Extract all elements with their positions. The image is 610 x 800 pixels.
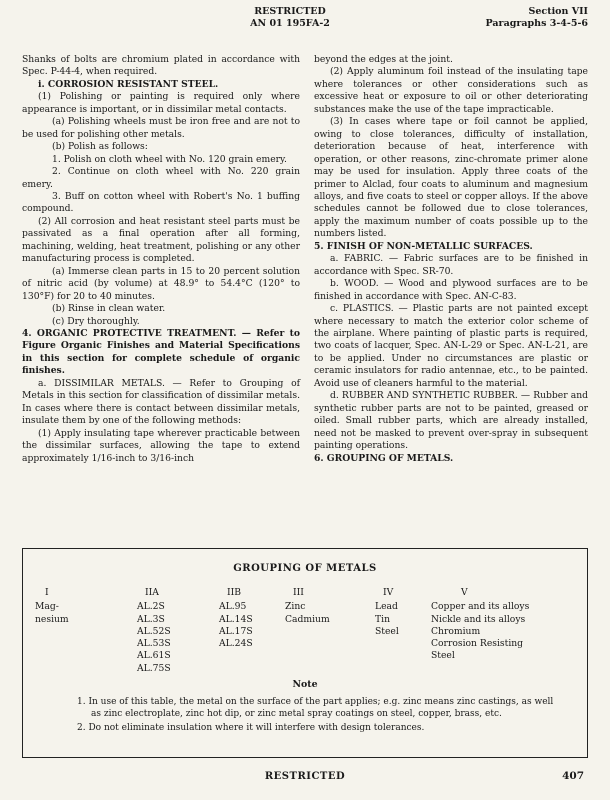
page-number: 407 [562,770,584,782]
paragraph: c. PLASTICS. — Plastic parts are not painted except where necessary to match the exterior color scheme of the airplane. Where painting of plastic parts is required, two coats of lacquer, Spec. AN-L-29 or Spec. AN-L-21, are to be applied. Under no circumstances are plastic or ceramic insulators for radio antennae, etc., to be painted. Avoid use of cleaners harmful to the material. [314,303,588,389]
footer-classification: RESTRICTED [264,771,346,782]
note-item: 2. Do not eliminate insulation where it will interfere with design tolerances. [77,723,425,733]
header-classification: RESTRICTED [254,6,326,17]
table-cell: AL.24S [219,638,253,650]
table-column-iia [137,587,197,675]
table-column-v [431,587,581,663]
column-header: IIA [145,587,159,598]
paragraph: beyond the edges at the joint. [314,54,453,65]
notes-list [77,696,557,736]
table-cell: Steel [375,625,399,637]
paragraph: 3. Buff on cotton wheel with Robert's No. 1 buffing compound. [22,190,300,215]
header-doc-number: AN 01 195FA-2 [250,18,330,29]
paragraph: a. FABRIC. — Fabric surfaces are to be finished in accordance with Spec. SR-70. [314,253,588,277]
paragraph: (b) Rinse in clean water. [52,303,166,315]
section-heading: 6. GROUPING OF METALS. [314,452,454,464]
table-title: GROUPING OF METALS [233,563,377,574]
paragraph: b. WOOD. — Wood and plywood surfaces are to be finished in accordance with Spec. AN-C-83. [314,278,588,302]
paragraph: (1) Polishing or painting is required only where appearance is important, or in dissimilar metal contacts. [22,91,300,115]
column-header: IV [383,587,394,598]
paragraph: 1. Polish on cloth wheel with No. 120 grain emery. [52,153,287,165]
column-header: I [45,587,49,598]
table-cell: Mag- [35,601,59,613]
paragraph: a. DISSIMILAR METALS. — Refer to Grouping of Metals in this section for classification of dissimilar metals. In cases where there is contact between dissimilar metals, insulate them by one of the following methods: [22,377,300,427]
table-cell: AL.61S [137,650,171,662]
table-cell: AL.3S [137,613,165,625]
table-cell: Corrosion Resisting [431,638,524,650]
table-column-iii [285,587,355,626]
paragraph: (2) Apply aluminum foil instead of the insulating tape where tolerances or other considerations such as excessive heat or exposure to oil or other deteriorating substances make the use of the tape impracticable. [314,66,588,115]
column-header: IIB [227,587,242,598]
paragraph: 2. Continue on cloth wheel with No. 220 grain emery. [22,166,300,190]
table-cell: Zinc [285,601,306,613]
paragraph: (a) Polishing wheels must be iron free and are not to be used for polishing other metals. [22,116,300,140]
table-cell: Chromium [431,625,481,637]
table-column-iv [375,587,425,638]
paragraph: (c) Dry thoroughly. [52,315,140,327]
header-center [180,6,400,30]
table-cell: AL.17S [219,625,253,637]
paragraph: (1) Apply insulating tape wherever practicable between the dissimilar surfaces, allowing the tape to extend approximately 1/16-inch to 3/16-inch [22,427,300,464]
table-cell: AL.95 [219,601,247,613]
table-cell: Steel [431,650,455,662]
paragraph: d. RUBBER AND SYNTHETIC RUBBER. — Rubber and synthetic rubber parts are not to be painted, greased or oiled. Small rubber parts, which are already installed, need not be masked to prevent over-spray in subsequent painting operations. [314,390,588,452]
grouping-of-metals-table [22,548,588,758]
table-cell: AL.75S [137,662,171,674]
table-cell: Lead [375,601,398,613]
header-paragraphs: Paragraphs 3-4-5-6 [485,18,588,29]
header-right [486,6,588,30]
note-title: Note [292,679,318,690]
column-header: III [293,587,304,598]
right-column [314,54,588,465]
table-cell: AL.2S [137,601,165,613]
paragraph: Shanks of bolts are chromium plated in accordance with Spec. P-44-4, when required. [22,54,300,78]
paragraph: (2) All corrosion and heat resistant steel parts must be passivated as a final operation after all forming, machining, welding, heat treatment, polishing or any other manufacturing process is completed. [22,215,300,265]
table-cell: Tin [375,613,390,625]
paragraph: (3) In cases where tape or foil cannot be applied, owing to close tolerances, difficulty of installation, deterioration because of heat, interference with operation, or other reasons, zinc-chromate primer alone may be used for insulation. Apply three coats of the primer to Alclad, four coats to aluminum and magnesium alloys, and five coats to steel or copper alloys. If the above schedules cannot be followed due to close tolerances, apply the maximum number of coats possible up to the numbers listed. [314,116,588,240]
section-heading: 4. ORGANIC PROTECTIVE TREATMENT. — Refer to Figure Organic Finishes and Material Specifications in this section for complete schedule of organic finishes. [22,327,300,377]
table-cell: AL.52S [137,625,171,637]
note-item: 1. In use of this table, the metal on the surface of the part applies; e.g. zinc means zinc castings, as well as zinc electroplate, zinc hot dip, or zinc metal spray coatings on steel, copper, brass, etc. [77,697,554,719]
table-column-iib [219,587,279,650]
table-cell: AL.53S [137,638,171,650]
table-cell: Nickle and its alloys [431,613,526,625]
left-column [22,54,300,465]
table-cell: Cadmium [285,613,330,625]
section-heading: 5. FINISH OF NON-METALLIC SURFACES. [314,240,533,252]
table-cell: nesium [35,613,69,625]
section-heading: i. CORROSION RESISTANT STEEL. [38,78,219,90]
paragraph: (b) Polish as follows: [52,141,148,153]
table-column-i [35,587,85,626]
paragraph: (a) Immerse clean parts in 15 to 20 percent solution of nitric acid (by volume) at 48.9° to 54.4°C (120° to 130°F) for 20 to 40 minutes. [22,265,300,302]
table-cell: Copper and its alloys [431,601,530,613]
table-cell: AL.14S [219,613,253,625]
header-section: Section VII [528,6,588,17]
column-header: V [461,587,468,598]
